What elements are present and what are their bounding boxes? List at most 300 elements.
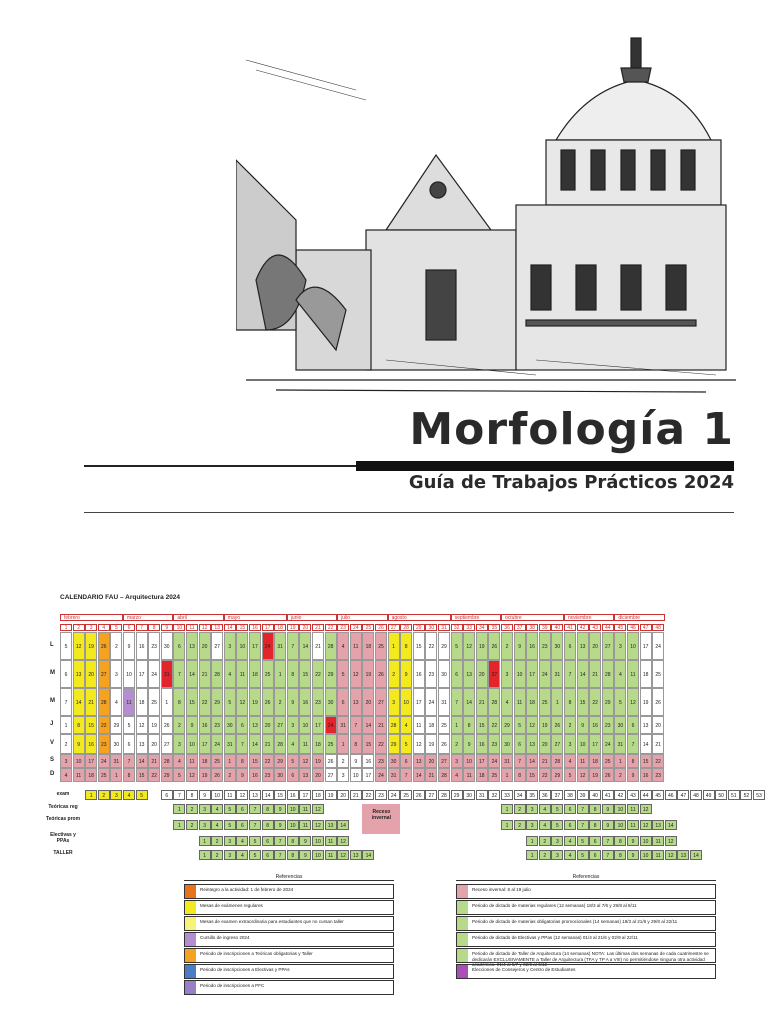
calendar-day-cell: 26 xyxy=(375,660,387,688)
calendar-day-cell: 2 xyxy=(110,632,122,660)
calendar-day-cell: 5 xyxy=(173,768,185,782)
sequence-cell: 9 xyxy=(299,836,311,846)
calendar-day-cell: 20 xyxy=(362,688,374,716)
calendar-day-cell: 28 xyxy=(161,754,173,768)
calendar-day-cell: 11 xyxy=(577,754,589,768)
sequence-cell: 1 xyxy=(501,804,513,814)
sequence-cell: 8 xyxy=(186,790,198,800)
calendar-day-cell: 8 xyxy=(236,754,248,768)
sequence-cell: 48 xyxy=(690,790,702,800)
sequence-cell: 10 xyxy=(287,820,299,830)
calendar-day-cell: 13 xyxy=(526,734,538,754)
calendar-day-cell: 14 xyxy=(186,660,198,688)
calendar-day-cell: 1 xyxy=(274,660,286,688)
calendar-day-cell: 10 xyxy=(463,754,475,768)
calendar-day-cell: 25 xyxy=(539,688,551,716)
sequence-cell: 12 xyxy=(236,790,248,800)
sequence-cell: 8 xyxy=(589,804,601,814)
calendar-day-cell: 28 xyxy=(211,660,223,688)
sequence-cell: 8 xyxy=(614,850,626,860)
calendar-day-cell: 22 xyxy=(148,768,160,782)
day-label: S xyxy=(50,757,55,763)
calendar-day-cell: 29 xyxy=(211,688,223,716)
sequence-cell: 44 xyxy=(640,790,652,800)
week-number: 26 xyxy=(375,624,387,631)
sequence-cell: 10 xyxy=(211,790,223,800)
calendar-day-cell: 29 xyxy=(602,688,614,716)
calendar-day-cell: 6 xyxy=(173,632,185,660)
calendar-day-cell: 5 xyxy=(451,632,463,660)
sequence-cell: 4 xyxy=(539,804,551,814)
week-number: 23 xyxy=(337,624,349,631)
week-number: 24 xyxy=(350,624,362,631)
sequence-cell: 53 xyxy=(753,790,765,800)
week-number: 10 xyxy=(173,624,185,631)
week-number: 19 xyxy=(287,624,299,631)
calendar-day-cell: 26 xyxy=(488,632,500,660)
sequence-cell: 26 xyxy=(413,790,425,800)
calendar-day-cell: 31 xyxy=(110,754,122,768)
sequence-cell: 51 xyxy=(728,790,740,800)
sequence-cell: 27 xyxy=(425,790,437,800)
sequence-cell: 1 xyxy=(173,820,185,830)
calendar-day-cell: 14 xyxy=(577,660,589,688)
calendar-day-cell: 8 xyxy=(123,768,135,782)
month-header-abril: abril xyxy=(173,614,223,621)
sequence-cell: 16 xyxy=(287,790,299,800)
calendar-day-cell: 21 xyxy=(312,632,324,660)
reference-text: Periodo de dictado de Electivas y PPas (12 semanas) 01/4 al 21/6 y 02/9 al 22/11 xyxy=(472,935,638,940)
sequence-cell: 15 xyxy=(274,790,286,800)
week-number: 1 xyxy=(60,624,72,631)
electivas-first xyxy=(199,836,350,846)
sequence-cell: 14 xyxy=(337,820,349,830)
calendar-day-cell: 28 xyxy=(438,768,450,782)
sequence-cell: 10 xyxy=(287,804,299,814)
calendar-day-cell: 4 xyxy=(60,768,72,782)
calendar-day-cell: 18 xyxy=(526,688,538,716)
calendar-day-cell: 1 xyxy=(388,632,400,660)
calendar-day-cell: 30 xyxy=(388,754,400,768)
calendar-day-cell: 12 xyxy=(627,688,639,716)
calendar-day-cell: 3 xyxy=(564,734,576,754)
sequence-cell: 22 xyxy=(362,790,374,800)
sequence-cell: 32 xyxy=(488,790,500,800)
sequence-cell: 3 xyxy=(526,820,538,830)
calendar-day-cell: 30 xyxy=(161,632,173,660)
taller-first xyxy=(199,850,375,860)
reference-swatch xyxy=(185,901,196,914)
calendar-day-cell: 16 xyxy=(526,632,538,660)
calendar-day-cell: 3 xyxy=(614,632,626,660)
week-number: 43 xyxy=(589,624,601,631)
sequence-cell: 7 xyxy=(173,790,185,800)
calendar-day-cell: 2 xyxy=(337,754,349,768)
week-number: 41 xyxy=(564,624,576,631)
sequence-cell: 36 xyxy=(539,790,551,800)
calendar-day-cell: 9 xyxy=(73,734,85,754)
calendar-day-cell: 21 xyxy=(262,734,274,754)
week-number: 4 xyxy=(98,624,110,631)
week-number: 18 xyxy=(274,624,286,631)
calendar-day-cell: 23 xyxy=(375,754,387,768)
calendar-day-cell: 6 xyxy=(123,734,135,754)
calendar-day-cell: 5 xyxy=(337,660,349,688)
calendar-day-cell: 25 xyxy=(438,716,450,734)
sequence-cell: 2 xyxy=(539,836,551,846)
calendar-day-cell: 13 xyxy=(413,754,425,768)
calendar-day-cell: 4 xyxy=(173,754,185,768)
calendar-day-cell: 9 xyxy=(514,632,526,660)
calendar-day-cell: 10 xyxy=(236,632,248,660)
sequence-cell: 7 xyxy=(577,820,589,830)
calendar-day-cell: 10 xyxy=(514,660,526,688)
calendar-day-cell: 9 xyxy=(123,632,135,660)
sequence-cell: 6 xyxy=(262,850,274,860)
calendar-day-cell: 7 xyxy=(514,754,526,768)
calendar-day-cell: 29 xyxy=(110,716,122,734)
sequence-cell: 2 xyxy=(186,820,198,830)
calendar-day-cell: 6 xyxy=(514,734,526,754)
sequence-cell: 42 xyxy=(614,790,626,800)
sequence-cell: 45 xyxy=(652,790,664,800)
sequence-cell: 4 xyxy=(236,836,248,846)
sequence-cell: 8 xyxy=(589,820,601,830)
sequence-cell: 7 xyxy=(274,836,286,846)
sequence-cell: 6 xyxy=(564,820,576,830)
reference-swatch xyxy=(185,917,196,930)
calendar-day-cell: 2 xyxy=(388,660,400,688)
calendar-day-cell: 18 xyxy=(640,660,652,688)
calendar-day-cell: 4 xyxy=(451,768,463,782)
sequence-cell: 37 xyxy=(551,790,563,800)
teoricas-prom-first xyxy=(173,820,349,830)
calendar-day-cell: 15 xyxy=(362,734,374,754)
sequence-cell: 2 xyxy=(539,850,551,860)
sequence-cell: 2 xyxy=(186,804,198,814)
calendar-day-cell: 26 xyxy=(438,734,450,754)
calendar-day-cell: 3 xyxy=(173,734,185,754)
sequence-cell: 3 xyxy=(551,850,563,860)
calendar-day-cell: 18 xyxy=(476,768,488,782)
sequence-cell: 13 xyxy=(249,790,261,800)
week-number: 6 xyxy=(123,624,135,631)
calendar-day-cell: 13 xyxy=(73,660,85,688)
calendar-day-cell: 6 xyxy=(627,716,639,734)
calendar-day-cell: 20 xyxy=(85,660,97,688)
calendar-day-cell: 12 xyxy=(463,632,475,660)
sequence-cell: 39 xyxy=(577,790,589,800)
calendar-day-cell: 7 xyxy=(173,660,185,688)
calendar-day-cell: 23 xyxy=(602,716,614,734)
calendar-day-cell: 17 xyxy=(526,660,538,688)
sequence-cell: 3 xyxy=(526,804,538,814)
week-number: 40 xyxy=(551,624,563,631)
calendar-day-cell: 25 xyxy=(325,734,337,754)
calendar-day-cell: 26 xyxy=(161,716,173,734)
calendar-day-cell: 17 xyxy=(476,754,488,768)
calendar-day-cell: 18 xyxy=(425,716,437,734)
calendar-day-cell: 30 xyxy=(438,660,450,688)
calendar-day-cell: 29 xyxy=(551,768,563,782)
sequence-cell: 11 xyxy=(299,804,311,814)
month-header-julio: julio xyxy=(337,614,387,621)
week-number: 47 xyxy=(640,624,652,631)
calendar-day-cell: 21 xyxy=(476,688,488,716)
calendar-day-cell: 19 xyxy=(312,754,324,768)
reference-item-right xyxy=(456,948,716,967)
week-number: 7 xyxy=(136,624,148,631)
calendar-day-cell: 7 xyxy=(123,754,135,768)
sequence-cell: 13 xyxy=(677,850,689,860)
calendar-day-cell: 24 xyxy=(262,632,274,660)
calendar-day-cell: 1 xyxy=(337,734,349,754)
week-number: 14 xyxy=(224,624,236,631)
week-number: 27 xyxy=(388,624,400,631)
calendar-day-cell: 14 xyxy=(526,754,538,768)
calendar-day-cell: 10 xyxy=(627,632,639,660)
sequence-cell: 1 xyxy=(526,836,538,846)
calendar-day-cell: 4 xyxy=(400,716,412,734)
calendar-day-cell: 3 xyxy=(388,688,400,716)
calendar-day-cell: 2 xyxy=(274,688,286,716)
sequence-cell: 2 xyxy=(211,850,223,860)
sequence-cell: 6 xyxy=(589,836,601,846)
reference-swatch xyxy=(457,917,468,930)
calendar-day-cell: 5 xyxy=(564,768,576,782)
calendar-day-cell: 8 xyxy=(73,716,85,734)
calendar-day-cell: 25 xyxy=(375,632,387,660)
calendar-day-cell: 22 xyxy=(312,660,324,688)
calendar-day-cell: 22 xyxy=(262,754,274,768)
reference-swatch xyxy=(185,885,196,898)
sequence-cell: 12 xyxy=(665,850,677,860)
month-header-noviembre: noviembre xyxy=(564,614,614,621)
reference-item-right xyxy=(456,932,716,947)
calendar-day-cell: 24 xyxy=(148,660,160,688)
sequence-cell: 7 xyxy=(249,804,261,814)
sequence-cell: 1 xyxy=(85,790,97,800)
sequence-cell: 1 xyxy=(526,850,538,860)
calendar-day-cell: 7 xyxy=(287,632,299,660)
calendar-day-cell: 11 xyxy=(514,688,526,716)
calendar-day-cell: 23 xyxy=(148,632,160,660)
calendar-day-cell: 3 xyxy=(287,716,299,734)
calendar-day-cell: 23 xyxy=(262,768,274,782)
calendar-day-cell: 11 xyxy=(413,716,425,734)
row-label: Teóricas reg xyxy=(48,804,78,810)
sequence-cell: 49 xyxy=(703,790,715,800)
calendar-day-cell: 13 xyxy=(299,768,311,782)
sequence-cell: 1 xyxy=(199,850,211,860)
sequence-cell: 10 xyxy=(614,804,626,814)
calendar-day-cell: 2 xyxy=(564,716,576,734)
reference-item-left xyxy=(184,916,394,931)
calendar-day-cell: 19 xyxy=(539,716,551,734)
calendar-day-cell: 4 xyxy=(337,632,349,660)
sequence-cell: 11 xyxy=(325,836,337,846)
calendar-day-cell: 22 xyxy=(539,768,551,782)
calendar-day-cell: 3 xyxy=(451,754,463,768)
month-header-septiembre: septiembre xyxy=(451,614,501,621)
calendar-day-cell: 13 xyxy=(186,632,198,660)
calendar-day-cell: 16 xyxy=(362,754,374,768)
sequence-cell: 10 xyxy=(312,850,324,860)
calendar-day-cell: 31 xyxy=(224,734,236,754)
calendar-day-cell: 13 xyxy=(577,632,589,660)
calendar-day-cell: 20 xyxy=(589,632,601,660)
calendar-day-cell: 21 xyxy=(589,660,601,688)
calendar-day-cell: 9 xyxy=(577,716,589,734)
sequence-cell: 5 xyxy=(224,820,236,830)
sequence-cell: 13 xyxy=(350,850,362,860)
reference-text: Periodo de dictado de materias regulares (12 semanas) 18/3 al 7/6 y 29/8 al 8/11 xyxy=(472,903,637,908)
reference-swatch xyxy=(457,965,468,978)
week-number: 12 xyxy=(199,624,211,631)
sequence-cell: 4 xyxy=(211,820,223,830)
day-label: M xyxy=(50,670,55,676)
week-number: 11 xyxy=(186,624,198,631)
calendar-day-cell: 31 xyxy=(614,734,626,754)
calendar-day-cell: 24 xyxy=(375,768,387,782)
calendar-day-cell: 22 xyxy=(375,734,387,754)
calendar-day-cell: 13 xyxy=(350,688,362,716)
calendar-day-cell: 2 xyxy=(614,768,626,782)
month-header-agosto: agosto xyxy=(388,614,451,621)
sequence-cell: 14 xyxy=(362,850,374,860)
sequence-cell: 52 xyxy=(740,790,752,800)
sequence-cell: 4 xyxy=(564,850,576,860)
sequence-cell: 12 xyxy=(665,836,677,846)
teoricas-reg-second xyxy=(501,804,652,814)
sequence-cell: 12 xyxy=(640,804,652,814)
references-title: Referencias xyxy=(456,874,716,881)
calendar-day-cell: 10 xyxy=(350,768,362,782)
calendar-day-cell: 30 xyxy=(551,632,563,660)
calendar-day-cell: 17 xyxy=(136,660,148,688)
calendar-day-cell: 26 xyxy=(211,768,223,782)
calendar-day-cell: 30 xyxy=(325,688,337,716)
month-header-mayo: mayo xyxy=(224,614,287,621)
calendar-day-cell: 4 xyxy=(501,688,513,716)
calendar-day-cell: 7 xyxy=(400,768,412,782)
month-header-junio: junio xyxy=(287,614,337,621)
sequence-cell: 31 xyxy=(476,790,488,800)
sequence-cell: 3 xyxy=(110,790,122,800)
sequence-cell: 8 xyxy=(287,850,299,860)
calendar-day-cell: 24 xyxy=(325,716,337,734)
calendar-day-cell: 23 xyxy=(488,734,500,754)
week-number: 28 xyxy=(400,624,412,631)
calendar-day-cell: 14 xyxy=(362,716,374,734)
sequence-cell: 5 xyxy=(551,820,563,830)
calendar-day-cell: 30 xyxy=(110,734,122,754)
calendar-day-cell: 5 xyxy=(123,716,135,734)
sequence-cell: 41 xyxy=(602,790,614,800)
calendar-day-cell: 1 xyxy=(451,716,463,734)
reference-text: Mesas de examen extraordinaria para estudiantes que no cursan taller xyxy=(200,919,344,924)
sequence-cell: 5 xyxy=(577,836,589,846)
sequence-cell: 10 xyxy=(640,850,652,860)
reference-text: Periodo de inscripciones a Teóricas obligatorias y Taller xyxy=(200,951,313,956)
calendar-day-cell: 31 xyxy=(501,754,513,768)
sequence-cell: 28 xyxy=(438,790,450,800)
calendar-day-cell: 18 xyxy=(136,688,148,716)
calendar-day-cell: 16 xyxy=(640,768,652,782)
reference-item-left xyxy=(184,964,394,979)
reference-text: Periodo de inscripciones a PFC xyxy=(200,983,265,988)
sequence-cell: 40 xyxy=(589,790,601,800)
calendar-day-cell: 17 xyxy=(85,754,97,768)
calendar-day-cell: 12 xyxy=(350,660,362,688)
reference-item-right xyxy=(456,916,716,931)
calendar-day-cell: 23 xyxy=(425,660,437,688)
sequence-cell: 1 xyxy=(199,836,211,846)
calendar-day-cell: 6 xyxy=(564,632,576,660)
sequence-cell: 7 xyxy=(274,850,286,860)
calendar-day-cell: 8 xyxy=(350,734,362,754)
calendar-day-cell: 28 xyxy=(488,688,500,716)
calendar-day-cell: 28 xyxy=(98,688,110,716)
week-number: 30 xyxy=(425,624,437,631)
calendar-day-cell: 22 xyxy=(652,754,664,768)
calendar-day-cell: 15 xyxy=(136,768,148,782)
reference-swatch xyxy=(185,933,196,946)
calendar-day-cell: 29 xyxy=(388,734,400,754)
teoricas-prom-second xyxy=(501,820,677,830)
reference-swatch xyxy=(185,949,196,962)
reference-text: Elecciones de Consejeros y Centro de Estudiantes xyxy=(472,967,576,972)
calendar-day-cell: 22 xyxy=(488,716,500,734)
calendar-day-cell: 28 xyxy=(551,754,563,768)
calendar-day-cell: 23 xyxy=(211,716,223,734)
calendar-day-cell: 10 xyxy=(299,716,311,734)
sequence-cell: 7 xyxy=(577,804,589,814)
calendar-day-cell: 6 xyxy=(287,768,299,782)
calendar-day-cell: 21 xyxy=(375,716,387,734)
calendar-day-cell: 3 xyxy=(337,768,349,782)
calendar-day-cell: 29 xyxy=(274,754,286,768)
sequence-cell: 9 xyxy=(299,850,311,860)
day-label: D xyxy=(50,771,55,777)
sequence-cell: 12 xyxy=(337,836,349,846)
calendar-day-cell: 4 xyxy=(564,754,576,768)
calendar-day-cell: 24 xyxy=(539,660,551,688)
calendar-day-cell: 13 xyxy=(640,716,652,734)
sequence-cell: 11 xyxy=(627,804,639,814)
title-rule-thin xyxy=(84,465,356,467)
calendar-day-cell: 9 xyxy=(400,660,412,688)
calendar-day-cell: 24 xyxy=(602,734,614,754)
reference-text: Cursillo de ingreso 2024 xyxy=(200,935,250,940)
calendar-day-cell: 19 xyxy=(249,688,261,716)
calendar-day-cell: 26 xyxy=(325,754,337,768)
calendar-day-cell: 11 xyxy=(299,734,311,754)
calendar-day-cell: 25 xyxy=(602,754,614,768)
calendar-day-cell: 20 xyxy=(476,660,488,688)
calendar-day-cell: 9 xyxy=(186,716,198,734)
reference-swatch xyxy=(457,933,468,946)
sequence-cell: 9 xyxy=(602,820,614,830)
reference-item-left xyxy=(184,932,394,947)
calendar-day-cell: 2 xyxy=(224,768,236,782)
calendar-day-cell: 19 xyxy=(148,716,160,734)
calendar-day-cell: 24 xyxy=(98,754,110,768)
calendar-day-cell: 22 xyxy=(199,688,211,716)
calendar-day-cell: 4 xyxy=(614,660,626,688)
calendar-day-cell: 15 xyxy=(526,768,538,782)
sequence-cell: 2 xyxy=(514,820,526,830)
